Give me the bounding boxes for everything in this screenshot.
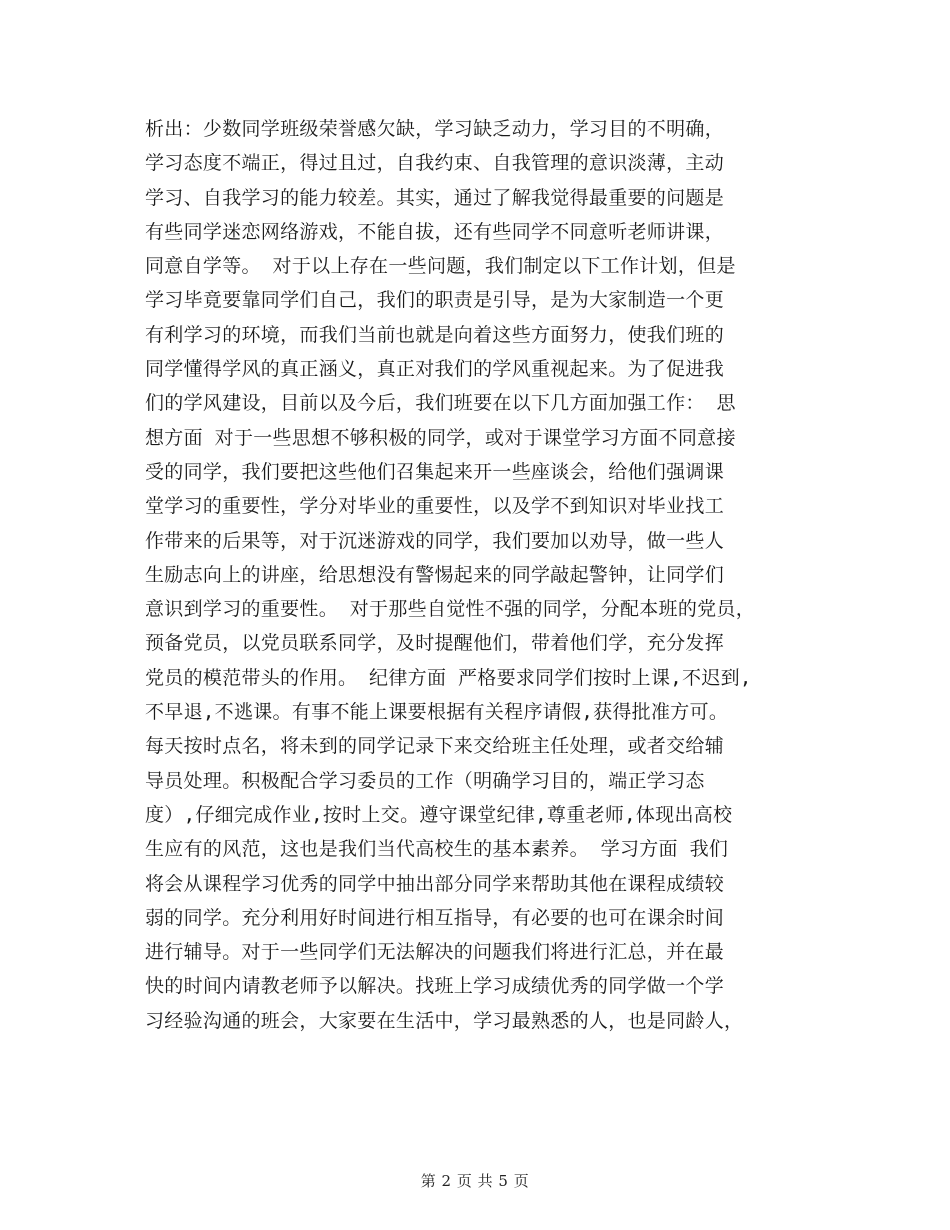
text-line: 每天按时点名，将未到的同学记录下来交给班主任处理，或者交给辅 [145, 735, 725, 758]
page-number: 第 2 页 共 5 页 [420, 1172, 530, 1190]
text-line: 们的学风建设，目前以及今后，我们班要在以下几方面加强工作： 思 [145, 392, 736, 415]
body-text [145, 112, 845, 1038]
text-line: 弱的同学。充分利用好时间进行相互指导，有必要的也可在课余时间 [145, 906, 725, 929]
text-line: 习经验沟通的班会，大家要在生活中，学习最熟悉的人，也是同龄人， [145, 1009, 744, 1032]
text-line: 预备党员，以党员联系同学，及时提醒他们，带着他们学，充分发挥 [145, 632, 725, 655]
text-line: 将会从课程学习优秀的同学中抽出部分同学来帮助其他在课程成绩较 [145, 872, 725, 895]
text-line: 生应有的风范，这也是我们当代高校生的基本素养。 学习方面 我们 [145, 838, 729, 861]
text-line: 有利学习的环境，而我们当前也就是向着这些方面努力，使我们班的 [145, 323, 725, 346]
text-line: 想方面 对于一些思想不够积极的同学，或对于课堂学习方面不同意接 [145, 426, 736, 449]
text-line: 作带来的后果等，对于沉迷游戏的同学，我们要加以劝导，做一些人 [145, 529, 725, 552]
text-line: 学习态度不端正，得过且过，自我约束、自我管理的意识淡薄，主动 [145, 152, 725, 175]
text-line: 学习、自我学习的能力较差。其实，通过了解我觉得最重要的问题是 [145, 186, 725, 209]
text-line: 进行辅导。对于一些同学们无法解决的问题我们将进行汇总，并在最 [145, 941, 725, 964]
text-line: 党员的模范带头的作用。 纪律方面 严格要求同学们按时上课,不迟到, [145, 666, 752, 689]
text-line: 度）,仔细完成作业,按时上交。遵守课堂纪律,尊重老师,体现出高校 [145, 803, 733, 826]
text-line: 受的同学，我们要把这些他们召集起来开一些座谈会，给他们强调课 [145, 460, 725, 483]
text-line: 导员处理。积极配合学习委员的工作（明确学习目的，端正学习态 [145, 769, 705, 792]
text-line: 学习毕竟要靠同学们自己，我们的职责是引导，是为大家制造一个更 [145, 289, 725, 312]
text-line: 析出：少数同学班级荣誉感欠缺，学习缺乏动力，学习目的不明确， [145, 118, 725, 140]
text-line: 生励志向上的讲座，给思想没有警惕起来的同学敲起警钟，让同学们 [145, 563, 725, 586]
text-line: 有些同学迷恋网络游戏，不能自拔，还有些同学不同意听老师讲课， [145, 220, 725, 243]
text-line: 意识到学习的重要性。 对于那些自觉性不强的同学，分配本班的党员， [145, 598, 756, 621]
text-line: 堂学习的重要性，学分对毕业的重要性，以及学不到知识对毕业找工 [145, 495, 725, 518]
text-line: 同学懂得学风的真正涵义，真正对我们的学风重视起来。为了促进我 [145, 358, 725, 381]
text-line: 不早退,不逃课。有事不能上课要根据有关程序请假,获得批准方可。 [145, 701, 729, 724]
text-line: 快的时间内请教老师予以解决。找班上学习成绩优秀的同学做一个学 [145, 975, 725, 998]
text-line: 同意自学等。 对于以上存在一些问题，我们制定以下工作计划，但是 [145, 255, 736, 278]
